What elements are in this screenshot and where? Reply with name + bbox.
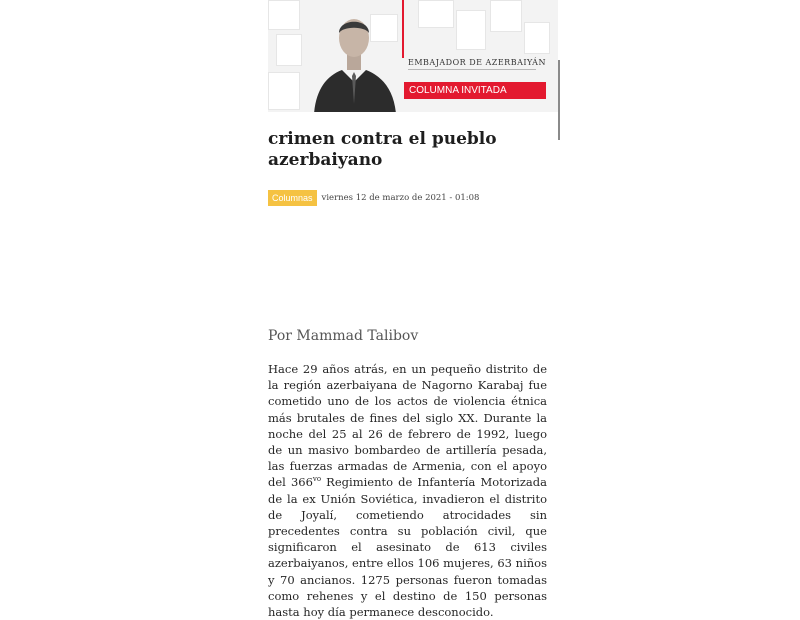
background-tile (418, 0, 454, 28)
article-body (268, 361, 547, 620)
article-title: crimen contra el pueblo azerbaiyano (268, 129, 497, 170)
section-label: COLUMNA INVITADA (404, 82, 546, 99)
header-image (268, 0, 558, 112)
article-paragraph (268, 361, 547, 620)
scroll-indicator (558, 60, 560, 140)
publish-date: viernes 12 de marzo de 2021 - 01:08 (321, 193, 480, 203)
background-tile (276, 34, 302, 66)
background-tile (268, 0, 300, 30)
background-tile (268, 72, 300, 110)
ordinal-suffix: vo (312, 475, 322, 484)
article-meta (268, 190, 479, 206)
category-badge[interactable]: Columnas (268, 190, 317, 206)
header-caption: EMBAJADOR DE AZERBAIYÁN (408, 58, 546, 67)
background-tile (456, 10, 486, 50)
author-byline: Por Mammad Talibov (268, 328, 419, 344)
accent-line (402, 0, 404, 58)
caption-divider (408, 69, 536, 70)
paragraph-text: Hace 29 años atrás, en un pequeño distrito de la región azerbaiyana de Nagorno Karabaj fue cometido uno de los actos de violencia étnica más brutales de fines del siglo XX. Durante la noche del 25 al 26 de febrero de 1992, luego de un masivo bombardeo de artillería pesada, las fuerzas armadas de Armenia, con el apoyo del 366 (268, 362, 547, 490)
author-photo (308, 6, 400, 112)
background-tile (524, 22, 550, 54)
background-tile (490, 0, 522, 32)
paragraph-text-continued: Regimiento de Infantería Motorizada de la ex Unión Soviética, invadieron el distrito de Joyalí, cometiendo atrocidades sin precedentes contra su población civil, que significaron el asesinato de 613 civiles azerbaiyanos, entre ellos 106 mujeres, 63 niños y 70 ancianos. 1275 personas fueron tomadas como rehenes y el destino de 150 personas hasta hoy día permanece desconocido. (268, 475, 547, 620)
